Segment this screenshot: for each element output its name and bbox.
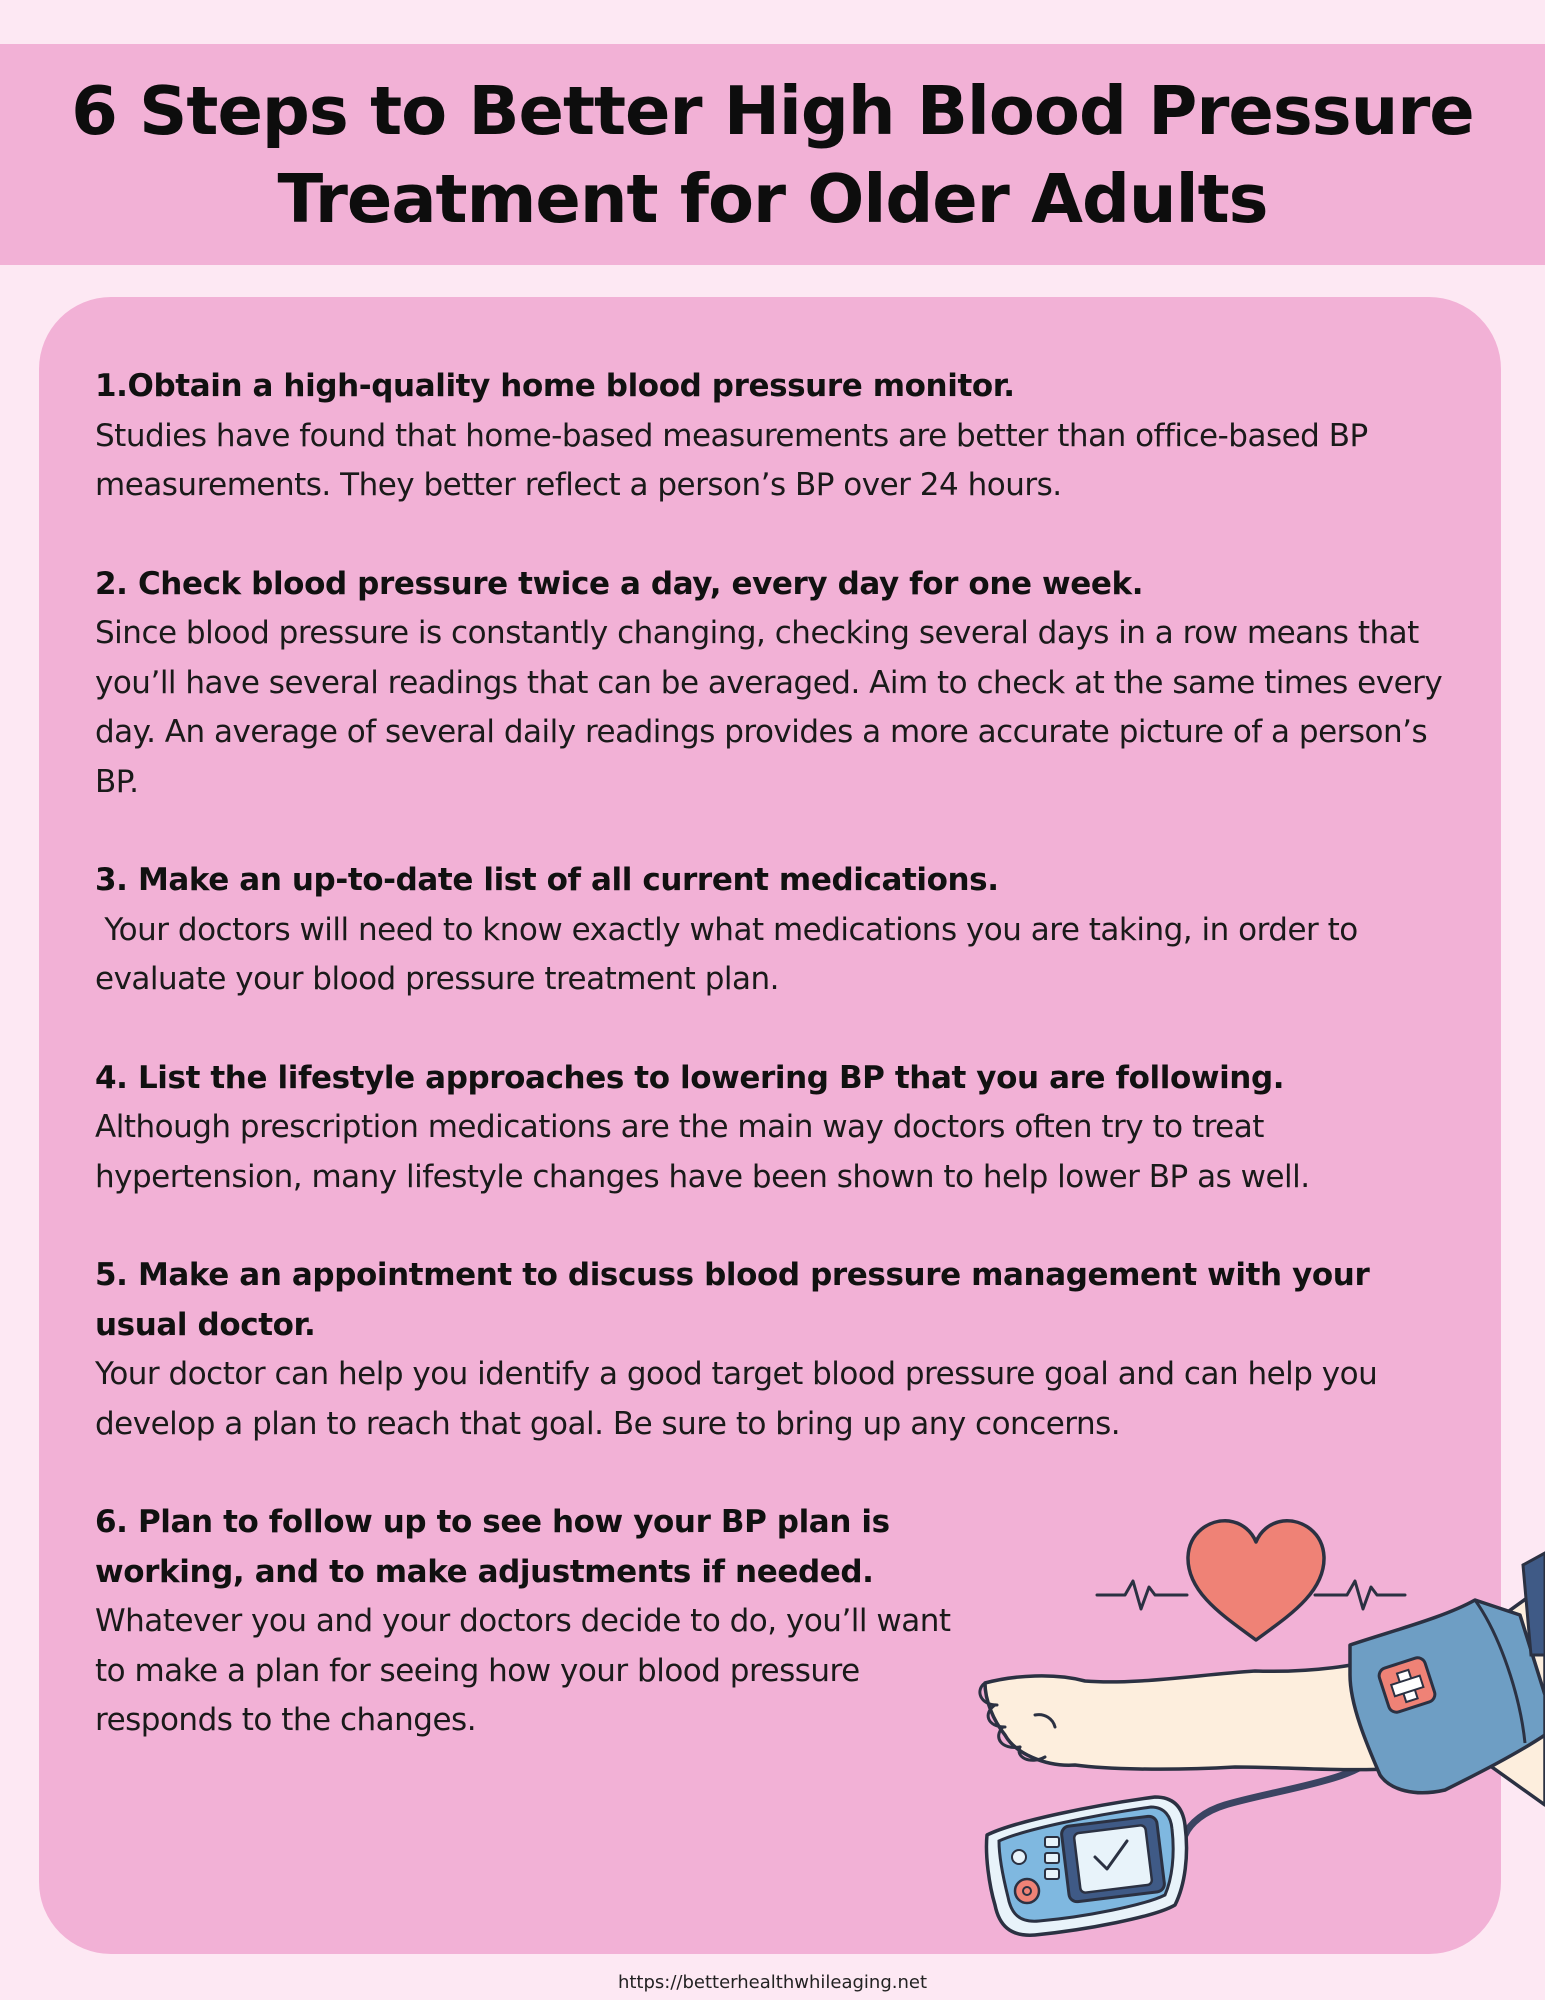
- step-2: [95, 560, 1455, 808]
- title-banner: [0, 44, 1545, 265]
- step-heading: 4. List the lifestyle approaches to lowering BP that you are following.: [95, 1059, 1285, 1096]
- page-title-line-2: Treatment for Older Adults: [277, 159, 1268, 238]
- step-heading: 1.Obtain a high-quality home blood pressure monitor.: [95, 368, 1015, 404]
- blood-pressure-monitor-illustration: [975, 1505, 1545, 1945]
- step-body: Although prescription medications are the main way doctors often try to treat hypertension, many lifestyle changes have been shown to help lower BP as well.: [95, 1109, 1310, 1195]
- step-body: Whatever you and your doctors decide to do, you’ll want to make a plan for seeing how your blood pressure responds to the changes.: [95, 1603, 960, 1738]
- step-body: Your doctor can help you identify a good target blood pressure goal and can help you develop a plan to reach that goal. Be sure to bring up any concerns.: [95, 1356, 1387, 1442]
- step-6: [95, 1498, 965, 1746]
- footer-url[interactable]: https://betterhealthwhileaging.net: [617, 1972, 928, 1993]
- step-heading: 3. Make an up-to-date list of all current medications.: [95, 862, 999, 898]
- page-title-line-1: 6 Steps to Better High Blood Pressure: [71, 71, 1474, 150]
- heartbeat-line-left-icon: [1097, 1581, 1187, 1609]
- step-heading: 2. Check blood pressure twice a day, every day for one week.: [95, 565, 1144, 602]
- step-body: Since blood pressure is constantly changing, checking several days in a row means that you’ll have several readings that can be averaged. Aim to check at the same times every day. An average of several daily readings provides a more accurate picture of a person’s BP.: [95, 615, 1452, 800]
- step-heading: 6. Plan to follow up to see how your BP plan is working, and to make adjustments if needed.: [95, 1504, 890, 1590]
- heartbeat-line-right-icon: [1315, 1581, 1405, 1609]
- step-body: Studies have found that home-based measurements are better than office-based BP measurements. They better reflect a person’s BP over 24 hours.: [95, 417, 1378, 503]
- heart-icon: [1188, 1521, 1324, 1640]
- step-3: [95, 856, 1455, 1005]
- page-title: [71, 67, 1474, 243]
- step-5: [95, 1251, 1455, 1449]
- step-1: [95, 362, 1455, 511]
- step-heading: 5. Make an appointment to discuss blood pressure management with your usual doctor.: [95, 1257, 1370, 1343]
- monitor-device-icon: [986, 1797, 1186, 1935]
- step-body: Your doctors will need to know exactly what medications you are taking, in order to evaluate your blood pressure treatment plan.: [95, 911, 1368, 997]
- step-4: [95, 1054, 1455, 1203]
